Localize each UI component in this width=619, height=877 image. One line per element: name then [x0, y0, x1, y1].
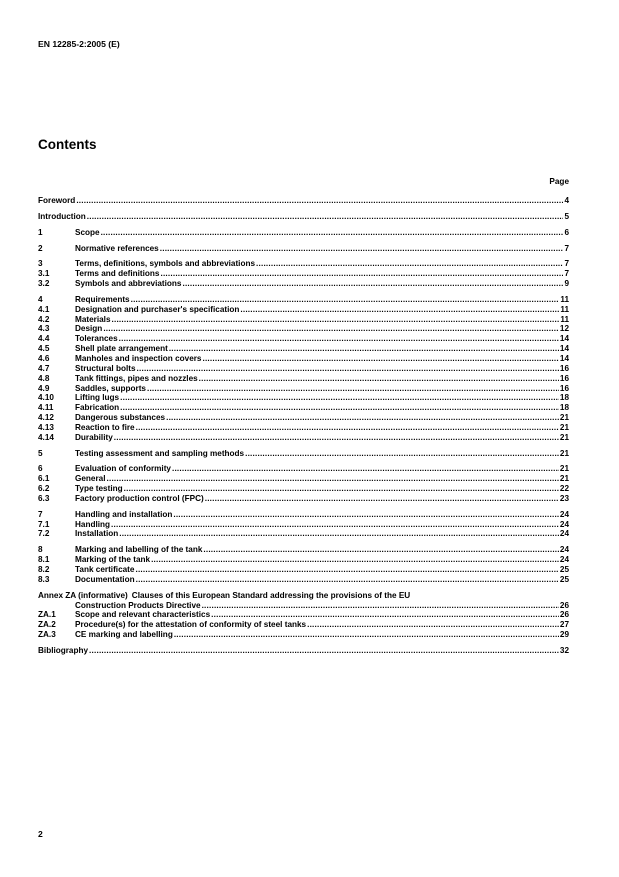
toc-entry-annex-za-continued[interactable]: Construction Products Directive ..... 26: [38, 601, 569, 611]
toc-entry[interactable]: 4.3 Design ..... 12: [38, 324, 569, 334]
toc-entry[interactable]: 4.12 Dangerous substances ..... 21: [38, 413, 569, 423]
toc-entry[interactable]: 2 Normative references ..... 7: [38, 244, 569, 254]
toc-entry-foreword[interactable]: Foreword ..... 4: [38, 196, 569, 206]
toc-entry[interactable]: 1 Scope ..... 6: [38, 228, 569, 238]
toc-entry[interactable]: 6.2 Type testing ..... 22: [38, 484, 569, 494]
toc-entry[interactable]: 4 Requirements ..... 11: [38, 295, 569, 305]
toc-entry[interactable]: 4.5 Shell plate arrangement ..... 14: [38, 344, 569, 354]
toc-entry[interactable]: 6.3 Factory production control (FPC) ..... 23: [38, 494, 569, 504]
toc-entry[interactable]: 6.1 General ..... 21: [38, 474, 569, 484]
toc-entry[interactable]: 3.1 Terms and definitions ..... 7: [38, 269, 569, 279]
toc-entry[interactable]: ZA.2 Procedure(s) for the attestation of conformity of steel tanks ..... 27: [38, 620, 569, 630]
toc-entry[interactable]: 8.1 Marking of the tank ..... 24: [38, 555, 569, 565]
toc-entry[interactable]: 4.2 Materials ..... 11: [38, 315, 569, 325]
toc-entry[interactable]: 7 Handling and installation ..... 24: [38, 510, 569, 520]
toc-entry[interactable]: 3.2 Symbols and abbreviations ..... 9: [38, 279, 569, 289]
toc-entry[interactable]: 3 Terms, definitions, symbols and abbreviations ..... 7: [38, 259, 569, 269]
toc-entry[interactable]: 7.1 Handling ..... 24: [38, 520, 569, 530]
toc-entry[interactable]: 8 Marking and labelling of the tank ..... 24: [38, 545, 569, 555]
document-header: EN 12285-2:2005 (E): [38, 39, 120, 49]
toc-entry[interactable]: 4.14 Durability ..... 21: [38, 433, 569, 443]
toc-entry[interactable]: 4.9 Saddles, supports ..... 16: [38, 384, 569, 394]
toc-entry[interactable]: 8.3 Documentation ..... 25: [38, 575, 569, 585]
toc-entry[interactable]: 5 Testing assessment and sampling methods ..... 21: [38, 449, 569, 459]
toc-entry[interactable]: 4.10 Lifting lugs ..... 18: [38, 393, 569, 403]
contents-title: Contents: [38, 137, 97, 152]
toc-entry[interactable]: 4.8 Tank fittings, pipes and nozzles ..... 16: [38, 374, 569, 384]
page-column-label: Page: [549, 177, 569, 186]
toc-entry[interactable]: ZA.1 Scope and relevant characteristics ..... 26: [38, 610, 569, 620]
toc-entry[interactable]: 4.7 Structural bolts ..... 16: [38, 364, 569, 374]
toc-entry[interactable]: 6 Evaluation of conformity ..... 21: [38, 464, 569, 474]
toc-entry-annex-za[interactable]: Annex ZA (informative) Clauses of this European Standard addressing the provisions of the EU: [38, 590, 411, 600]
toc-entry[interactable]: 4.6 Manholes and inspection covers ..... 14: [38, 354, 569, 364]
toc-entry-introduction[interactable]: Introduction ..... 5: [38, 212, 569, 222]
toc-entry[interactable]: 4.13 Reaction to fire ..... 21: [38, 423, 569, 433]
toc-entry[interactable]: 4.11 Fabrication ..... 18: [38, 403, 569, 413]
table-of-contents: [38, 196, 569, 656]
page-number: 2: [38, 829, 43, 839]
toc-entry[interactable]: ZA.3 CE marking and labelling ..... 29: [38, 630, 569, 640]
toc-entry[interactable]: 7.2 Installation ..... 24: [38, 529, 569, 539]
toc-entry[interactable]: 8.2 Tank certificate ..... 25: [38, 565, 569, 575]
toc-entry[interactable]: 4.4 Tolerances ..... 14: [38, 334, 569, 344]
toc-entry[interactable]: 4.1 Designation and purchaser's specification ..... 11: [38, 305, 569, 315]
toc-entry-bibliography[interactable]: Bibliography ..... 32: [38, 646, 569, 656]
